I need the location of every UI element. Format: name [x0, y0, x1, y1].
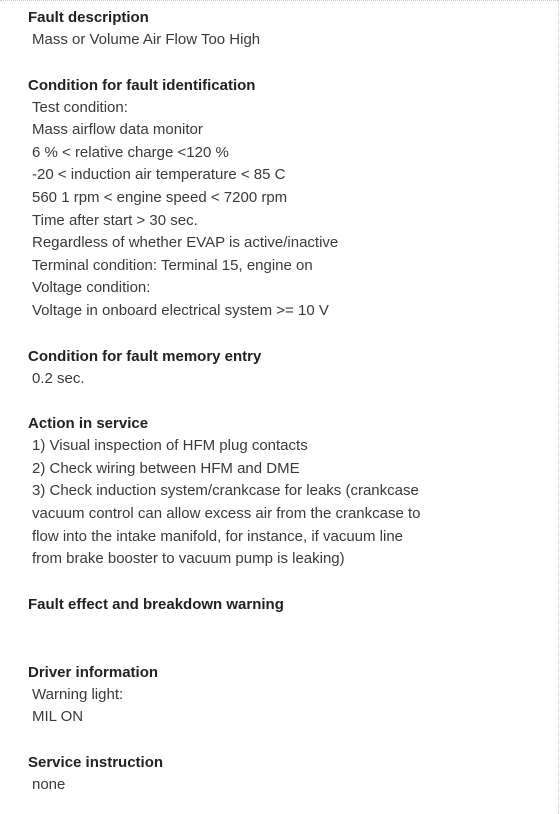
section-action-in-service: [28, 413, 548, 571]
section-heading: Condition for fault identification: [28, 76, 256, 94]
section-heading: Driver information: [28, 663, 159, 681]
section-line: 6 % < relative charge <120 %: [32, 143, 229, 161]
section-line: MIL ON: [32, 708, 84, 726]
section-heading: Action in service: [28, 415, 149, 433]
section-spacer: [28, 323, 548, 346]
section-driver-information: [28, 662, 548, 729]
section-spacer: [28, 571, 548, 594]
section-line: 0.2 sec.: [32, 369, 85, 387]
section-line: Mass or Volume Air Flow Too High: [32, 31, 261, 48]
fault-document: [28, 7, 548, 796]
section-service-instruction: [28, 752, 548, 797]
section-line: Mass airflow data monitor: [32, 121, 203, 139]
section-heading: Condition for fault memory entry: [28, 347, 262, 365]
section-line: Test condition:: [32, 98, 128, 116]
section-line: Voltage condition:: [32, 279, 151, 297]
section-line: 3) Check induction system/crankcase for leaks (crankcase: [32, 482, 419, 500]
section-line: from brake booster to vacuum pump is leaking): [32, 550, 345, 568]
section-heading: Service instruction: [28, 753, 164, 771]
section-heading: Fault description: [28, 9, 149, 26]
section-spacer: [28, 390, 548, 413]
section-condition-fault-memory-entry: [28, 346, 548, 391]
section-line: flow into the intake manifold, for instance, if vacuum line: [32, 527, 404, 545]
section-line: Terminal condition: Terminal 15, engine on: [32, 256, 313, 274]
section-fault-effect-breakdown-warning: [28, 594, 548, 616]
section-line: 560 1 rpm < engine speed < 7200 rpm: [32, 188, 288, 206]
section-line: Regardless of whether EVAP is active/inactive: [32, 234, 339, 252]
section-line: 2) Check wiring between HFM and DME: [32, 459, 300, 477]
section-spacer: [28, 616, 548, 662]
section-spacer: [28, 52, 548, 75]
section-heading: Fault effect and breakdown warning: [28, 595, 284, 613]
section-spacer: [28, 729, 548, 752]
top-dotted-border: [0, 0, 558, 1]
section-line: Time after start > 30 sec.: [32, 211, 198, 229]
section-line: Warning light:: [32, 685, 124, 703]
section-line: -20 < induction air temperature < 85 C: [32, 166, 286, 184]
section-line: none: [32, 775, 66, 793]
section-fault-description: [28, 7, 548, 52]
section-condition-fault-identification: [28, 75, 548, 323]
section-line: Voltage in onboard electrical system >= 10 V: [32, 301, 329, 319]
section-line: 1) Visual inspection of HFM plug contacts: [32, 437, 308, 455]
right-dotted-border: [558, 0, 559, 814]
section-line: vacuum control can allow excess air from the crankcase to: [32, 504, 421, 522]
